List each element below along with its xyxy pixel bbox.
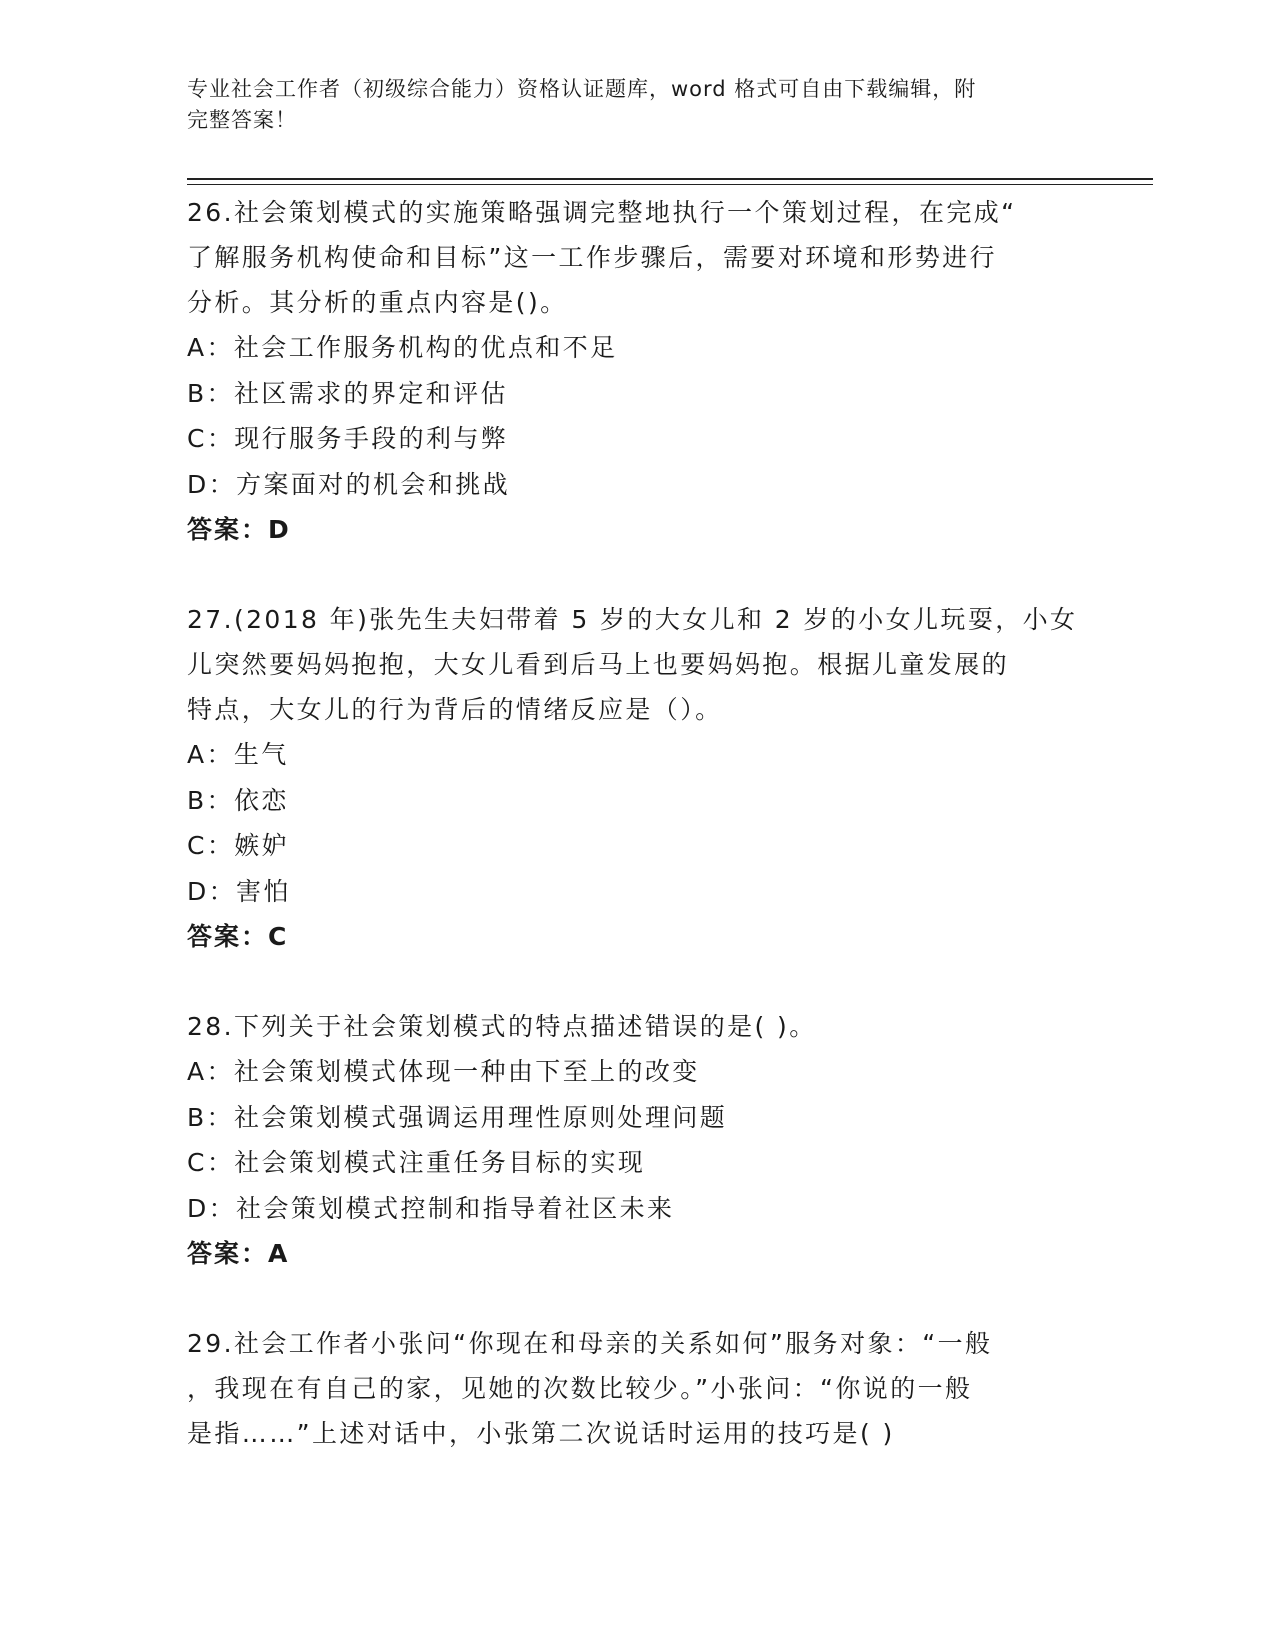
question-text-line: 28.下列关于社会策划模式的特点描述错误的是( )。 [187, 1012, 817, 1041]
option-d: D：害怕 [187, 876, 291, 906]
question-list [187, 190, 1087, 1500]
option-a: A：社会工作服务机构的优点和不足 [187, 333, 618, 362]
option-c: C：嫉妒 [187, 831, 290, 860]
answer-label: 答案：D [187, 515, 291, 544]
question-text-line: 是指……”上述对话中，小张第二次说话时运用的技巧是( ) [187, 1419, 895, 1448]
question-text-line: 特点，大女儿的行为背后的情绪反应是（）。 [187, 695, 723, 724]
document-header [187, 74, 1067, 136]
question-text-line: 29.社会工作者小张问“你现在和母亲的关系如何”服务对象：“一般 [187, 1329, 993, 1358]
answer-label: 答案：C [187, 922, 289, 951]
header-line-2: 完整答案！ [187, 108, 297, 132]
question-text-line: 了解服务机构使命和目标”这一工作步骤后，需要对环境和形势进行 [187, 243, 997, 272]
question-text-line: ，我现在有自己的家，见她的次数比较少。”小张问：“你说的一般 [187, 1374, 973, 1403]
question-27 [187, 597, 1087, 960]
option-d: D：方案面对的机会和挑战 [187, 469, 511, 499]
question-26 [187, 190, 1087, 553]
option-c: C：现行服务手段的利与弊 [187, 424, 509, 453]
answer-label: 答案：A [187, 1239, 290, 1268]
option-c: C：社会策划模式注重任务目标的实现 [187, 1148, 646, 1177]
question-29 [187, 1321, 1087, 1456]
question-text-line: 26.社会策划模式的实施策略强调完整地执行一个策划过程，在完成“ [187, 198, 1017, 227]
header-divider-thin [187, 184, 1153, 185]
question-28 [187, 1004, 1087, 1277]
header-divider-thick [187, 178, 1153, 180]
option-b: B：社会策划模式强调运用理性原则处理问题 [187, 1102, 728, 1132]
option-b: B：依恋 [187, 785, 289, 815]
question-text-line: 儿突然要妈妈抱抱，大女儿看到后马上也要妈妈抱。根据儿童发展的 [187, 650, 1010, 679]
option-b: B：社区需求的界定和评估 [187, 378, 508, 408]
option-a: A：社会策划模式体现一种由下至上的改变 [187, 1057, 700, 1086]
question-text-line: 分析。其分析的重点内容是()。 [187, 288, 568, 317]
option-d: D：社会策划模式控制和指导着社区未来 [187, 1193, 675, 1223]
question-text-line: 27.(2018 年)张先生夫妇带着 5 岁的大女儿和 2 岁的小女儿玩耍，小女 [187, 605, 1078, 634]
option-a: A：生气 [187, 740, 289, 769]
header-line-1: 专业社会工作者（初级综合能力）资格认证题库，word 格式可自由下载编辑，附 [187, 77, 977, 101]
